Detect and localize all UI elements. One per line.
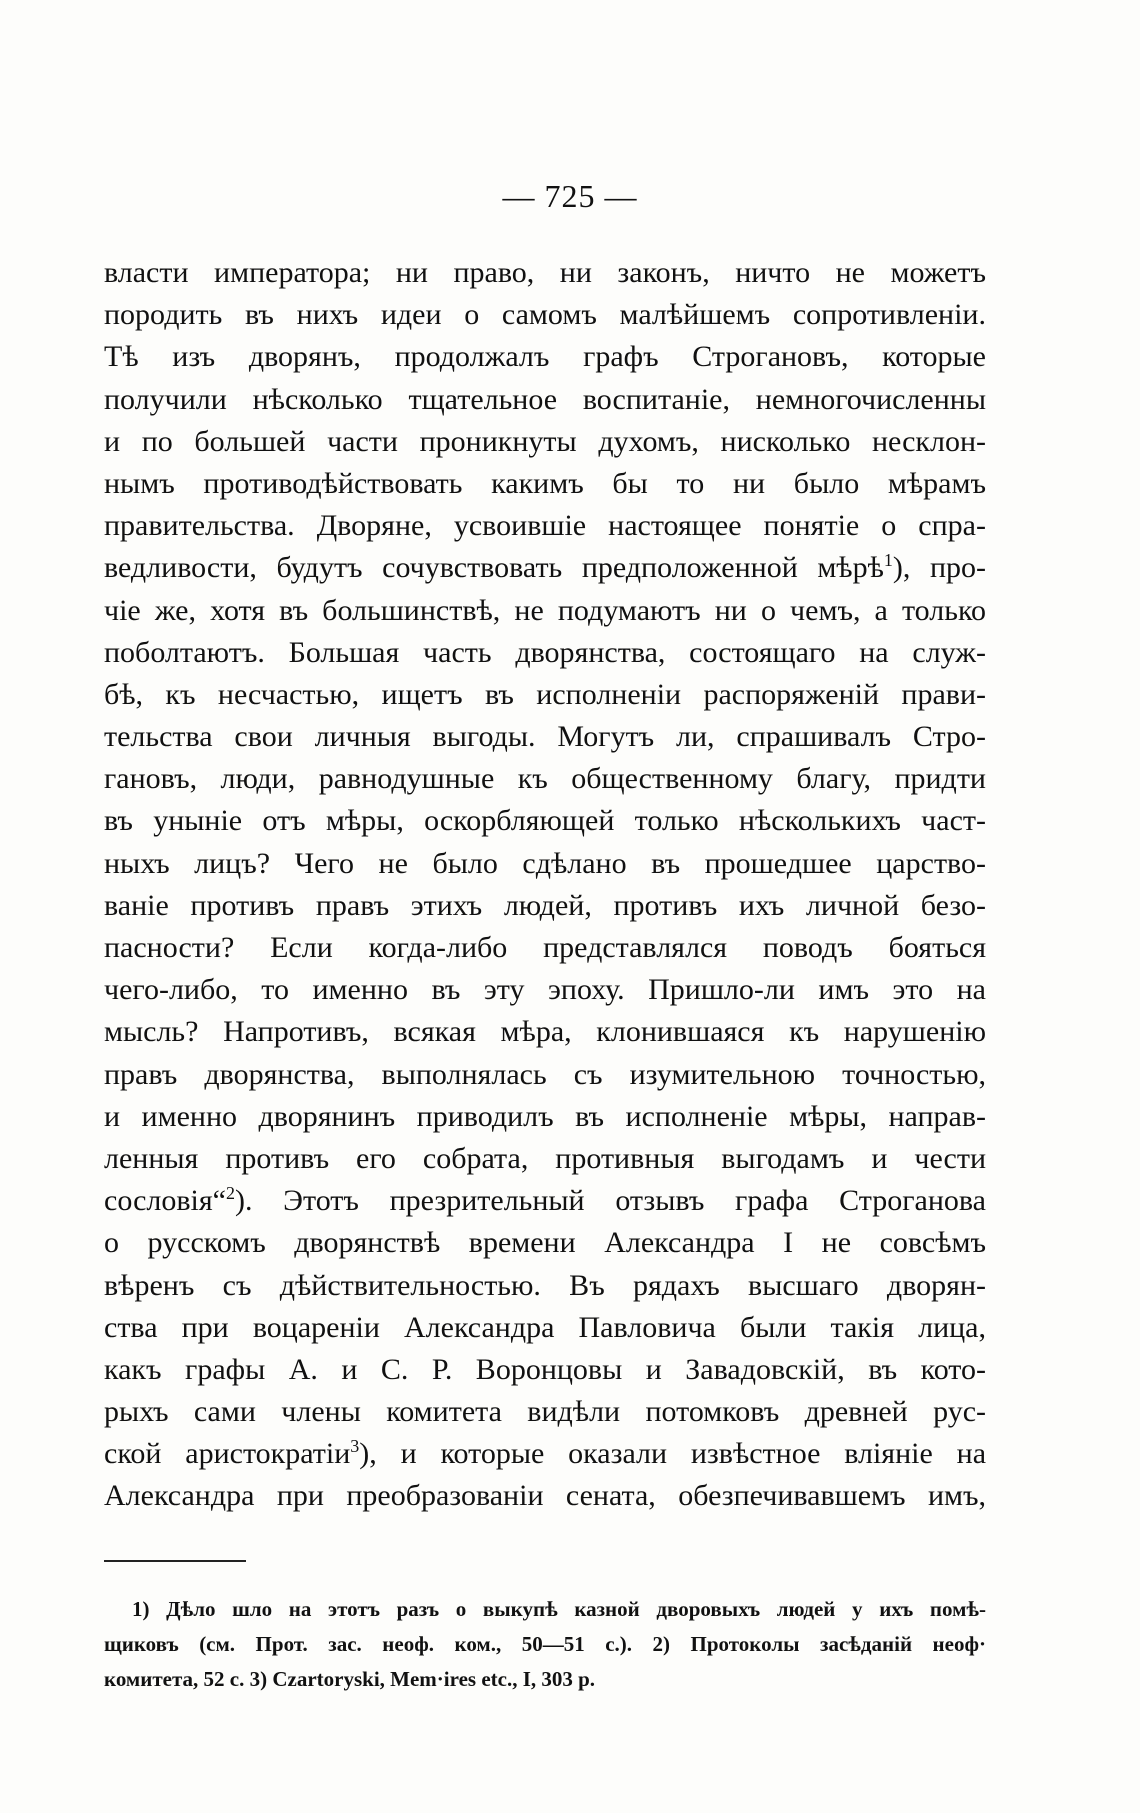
text-line: мысль? Напротивъ, всякая мѣра, клонившаяся къ нарушенію <box>104 1015 986 1049</box>
footnote-line: 1) Дѣло шло на этотъ разъ о выкупѣ казной дворовыхъ людей у ихъ помѣ- <box>132 1597 986 1621</box>
text-line <box>104 1180 986 1222</box>
text-line: чіе же, хотя въ большинствѣ, не подумаютъ ни о чемъ, а только <box>104 593 986 627</box>
text-line: ства при воцареніи Александра Павловича были такія лица, <box>104 1310 986 1344</box>
footnotes <box>104 1592 986 1697</box>
text-line: пасности? Если когда-либо представлялся поводъ бояться <box>104 931 986 964</box>
text-segment: ведливости, будутъ сочувствовать предположенной мѣрѣ <box>104 551 884 585</box>
text-segment: сословія“ <box>104 1184 226 1218</box>
text-line: ныхъ лицъ? Чего не было сдѣлано въ прошедшее царство- <box>104 846 986 880</box>
text-segment: ), и которые оказали извѣстное вліяніе на <box>359 1437 987 1471</box>
footnote-line: щиковъ (см. Прот. зас. неоф. ком., 50—51 с.). 2) Протоколы засѣданій неоф· <box>104 1632 986 1656</box>
text-segment: ), про- <box>892 551 986 585</box>
text-line: о русскомъ дворянствѣ времени Александра I не совсѣмъ <box>104 1226 986 1260</box>
text-line: гановъ, люди, равнодушные къ общественному благу, придти <box>104 762 986 796</box>
text-line: тельства свои личныя выгоды. Могутъ ли, спрашивалъ Стро- <box>104 720 986 754</box>
text-segment: ской аристократіи <box>104 1437 351 1471</box>
text-line: правъ дворянства, выполнялась съ изумительною точностью, <box>104 1057 986 1091</box>
text-line: и именно дворянинъ приводилъ въ исполненіе мѣры, направ- <box>104 1099 986 1133</box>
text-line: рыхъ сами члены комитета видѣли потомковъ древней рус- <box>104 1395 986 1429</box>
text-line <box>104 1433 986 1475</box>
page-number: — 725 — <box>502 178 638 214</box>
text-line: породить въ нихъ идеи о самомъ малѣйшемъ сопротивленіи. <box>104 298 986 332</box>
text-line: поболтаютъ. Большая часть дворянства, состоящаго на служ- <box>104 635 986 669</box>
text-line: вѣренъ съ дѣйствительностью. Въ рядахъ высшаго дворян- <box>104 1268 986 1302</box>
text-line: ленныя противъ его собрата, противныя выгодамъ и чести <box>104 1141 986 1175</box>
text-line <box>104 547 986 589</box>
text-line: Александра при преобразованіи сената, обезпечивавшемъ имъ, <box>104 1479 986 1513</box>
text-line: бѣ, къ несчастью, ищетъ въ исполненіи распоряженій прави- <box>104 677 986 711</box>
body-text <box>104 252 986 1518</box>
text-segment: ). Этотъ презрительный отзывъ графа Строганова <box>234 1184 986 1218</box>
footnote-ref: 2 <box>225 1183 235 1204</box>
text-line: Тѣ изъ дворянъ, продолжалъ графъ Строгановъ, которые <box>104 340 986 374</box>
text-line: чего-либо, то именно въ эту эпоху. Пришло-ли имъ это на <box>104 973 986 1007</box>
text-line: правительства. Дворяне, усвоившіе настоящее понятіе о спра- <box>104 509 986 543</box>
footnote-divider <box>104 1560 246 1562</box>
text-line: получили нѣсколько тщательное воспитаніе, немногочисленны <box>104 382 986 416</box>
text-line: нымъ противодѣйствовать какимъ бы то ни было мѣрамъ <box>104 466 986 500</box>
text-line: и по большей части проникнуты духомъ, нисколько несклон- <box>104 424 986 458</box>
text-line: какъ графы А. и С. Р. Воронцовы и Завадовскій, въ кото- <box>104 1352 986 1386</box>
footnote-ref: 3 <box>350 1436 360 1457</box>
footnote-ref: 1 <box>883 550 893 571</box>
text-line: ваніе противъ правъ этихъ людей, противъ ихъ личной безо- <box>104 888 986 922</box>
footnote-line: комитета, 52 с. 3) Czartoryski, Mem·ires etc., I, 303 p. <box>104 1667 596 1691</box>
text-line: въ уныніе отъ мѣры, оскорбляющей только нѣсколькихъ част- <box>104 804 986 838</box>
text-line: власти императора; ни право, ни законъ, ничто не можетъ <box>104 256 986 289</box>
